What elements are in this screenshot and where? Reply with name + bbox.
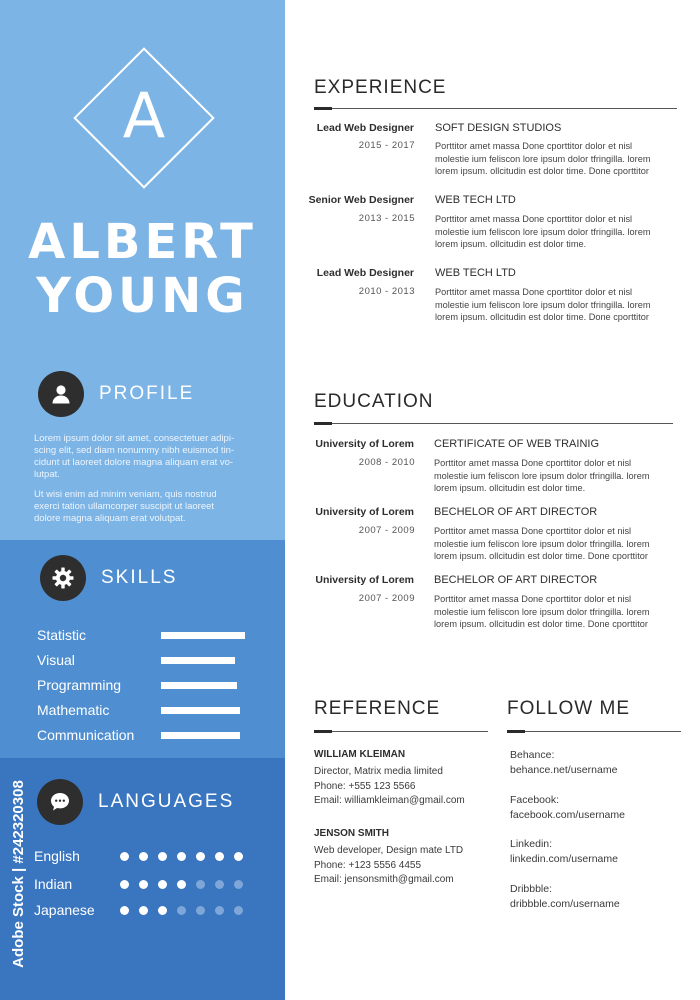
entry-description-line: lorem ipsum. ollcitudin est dolor time. (435, 239, 587, 249)
skill-row (0, 726, 285, 746)
language-dot-filled (158, 906, 167, 915)
entry-organization: CERTIFICATE OF WEB TRAINIG (434, 438, 600, 450)
entry-organization: BECHELOR OF ART DIRECTOR (434, 574, 598, 586)
speech-bubble-icon (37, 779, 83, 825)
language-dot-filled (177, 852, 186, 861)
skill-row (0, 626, 285, 646)
entry-description-line: lorem ipsum. ollcitudin est dolor time. Done cporttitor (434, 619, 648, 629)
entry-description (434, 457, 684, 495)
reference-role: Web developer, Design mate LTD (314, 845, 464, 856)
linkedin-link[interactable]: linkedin.com/username (510, 853, 618, 865)
profile-title: PROFILE (99, 383, 195, 404)
entry-description-line: lorem ipsum. ollcitudin est dolor time. (434, 483, 586, 493)
reference-rule (314, 731, 488, 732)
entry-years: 2007 - 2009 (358, 525, 415, 536)
entry-description-line: Porttitor amet massa Done cporttitor dolor et nisl (434, 458, 632, 468)
linkedin-label: Linkedin: (510, 838, 553, 850)
skills-title: SKILLS (101, 567, 178, 588)
entry-role: University of Lorem (315, 438, 414, 450)
entry-description (435, 213, 685, 251)
skill-bar (161, 682, 245, 689)
experience-title: EXPERIENCE (314, 77, 447, 98)
entry-years: 2015 - 2017 (358, 140, 415, 151)
monogram-logo (74, 48, 214, 188)
language-dot-empty (196, 906, 205, 915)
skill-bar-fill (161, 707, 240, 714)
follow-rule-accent (507, 730, 525, 733)
profile-line: scing elit, sed diam nonummy nibh euismod tin- (34, 445, 235, 456)
facebook-label: Facebook: (510, 794, 560, 806)
entry-description-line: molestie ium feliscon lore ipsum dolor tfringilla. lorem (434, 470, 650, 481)
follow-rule (507, 731, 681, 732)
dribbble-label: Dribbble: (510, 883, 553, 895)
entry-role: University of Lorem (315, 574, 414, 586)
stock-id-text: Adobe Stock | #242320308 (10, 780, 27, 968)
reference-name: JENSON SMITH (314, 828, 390, 839)
entry-organization: BECHELOR OF ART DIRECTOR (434, 506, 598, 518)
skill-bar (161, 632, 245, 639)
skill-row (0, 676, 285, 696)
reference-email: Email: williamkleiman@gmail.com (314, 795, 465, 806)
language-dot-filled (158, 852, 167, 861)
entry-description-line: molestie ium feliscon lore ipsum dolor tfringilla. lorem (435, 299, 651, 310)
user-icon (38, 371, 84, 417)
entry-description (434, 525, 684, 563)
language-row (0, 875, 285, 895)
entry-years: 2013 - 2015 (358, 213, 415, 224)
reference-email: Email: jensonsmith@gmail.com (314, 874, 454, 885)
language-dot-empty (215, 880, 224, 889)
reference-role: Director, Matrix media limited (314, 766, 443, 777)
profile-line: lutpat. (34, 469, 60, 480)
entry-description-line: lorem ipsum. ollcitudin est dolor time. Done cporttitor (435, 166, 649, 176)
language-dot-empty (234, 906, 243, 915)
reference-phone: Phone: +123 5556 4455 (314, 860, 422, 871)
language-row (0, 847, 285, 867)
entry-role: Lead Web Designer (316, 122, 414, 134)
skill-bar (161, 657, 245, 664)
language-dot-filled (177, 880, 186, 889)
languages-title: LANGUAGES (98, 791, 235, 812)
entry-description (435, 140, 685, 178)
skill-bar-fill (161, 682, 237, 689)
entry-description-line: Porttitor amet massa Done cporttitor dolor et nisl (434, 526, 632, 536)
language-dot-filled (139, 906, 148, 915)
education-rule (314, 423, 673, 424)
language-dot-filled (139, 852, 148, 861)
language-dot-empty (196, 880, 205, 889)
language-dot-filled (120, 906, 129, 915)
reference-rule-accent (314, 730, 332, 733)
entry-description (435, 286, 685, 324)
language-dot-filled (120, 880, 129, 889)
logo-letter: A (122, 79, 166, 152)
skill-label: Visual (37, 652, 75, 668)
skill-label: Programming (37, 677, 122, 693)
entry-organization: WEB TECH LTD (435, 267, 516, 279)
profile-line: exerci tation ullamcorper suscipit ut laoreet (34, 501, 215, 512)
profile-line: Lorem ipsum dolor sit amet, consectetuer adipi- (34, 433, 235, 444)
skill-label: Communication (37, 727, 135, 743)
profile-line: cidunt ut laoreet dolore magna aliquam erat vo- (34, 457, 234, 468)
entry-description-line: molestie ium feliscon lore ipsum dolor tfringilla. lorem (435, 153, 651, 164)
last-name: YOUNG (36, 268, 249, 324)
entry-years: 2007 - 2009 (358, 593, 415, 604)
reference-phone: Phone: +555 123 5566 (314, 781, 416, 792)
stock-watermark-id (4, 760, 26, 990)
experience-rule (314, 108, 677, 109)
entry-description-line: molestie ium feliscon lore ipsum dolor tfringilla. lorem (435, 226, 651, 237)
entry-organization: SOFT DESIGN STUDIOS (435, 122, 562, 134)
language-row (0, 901, 285, 921)
gear-icon (40, 555, 86, 601)
language-label: Japanese (34, 902, 95, 918)
entry-role: Senior Web Designer (308, 194, 414, 206)
education-title: EDUCATION (314, 391, 434, 412)
behance-link[interactable]: behance.net/username (510, 764, 618, 776)
profile-paragraph-2 (34, 489, 250, 525)
entry-years: 2010 - 2013 (358, 286, 415, 297)
language-dot-empty (215, 906, 224, 915)
entry-description-line: Porttitor amet massa Done cporttitor dolor et nisl (435, 141, 633, 151)
skill-bar (161, 732, 245, 739)
entry-description-line: Porttitor amet massa Done cporttitor dolor et nisl (434, 594, 632, 604)
skill-bar-fill (161, 657, 235, 664)
entry-description-line: molestie ium feliscon lore ipsum dolor tfringilla. lorem (434, 538, 650, 549)
behance-label: Behance: (510, 749, 555, 761)
language-dot-filled (120, 852, 129, 861)
reference-title: REFERENCE (314, 698, 441, 719)
entry-description-line: Porttitor amet massa Done cporttitor dolor et nisl (435, 214, 633, 224)
skill-row (0, 651, 285, 671)
language-dot-filled (158, 880, 167, 889)
entry-description (434, 593, 684, 631)
language-dot-filled (139, 880, 148, 889)
language-dot-filled (234, 852, 243, 861)
entry-description-line: Porttitor amet massa Done cporttitor dolor et nisl (435, 287, 633, 297)
language-dot-empty (177, 906, 186, 915)
dribbble-link[interactable]: dribbble.com/username (510, 898, 620, 910)
entry-organization: WEB TECH LTD (435, 194, 516, 206)
entry-description-line: molestie ium feliscon lore ipsum dolor tfringilla. lorem (434, 606, 650, 617)
skill-bar (161, 707, 245, 714)
skill-label: Mathematic (37, 702, 110, 718)
follow-title: FOLLOW ME (507, 698, 631, 719)
language-dot-filled (196, 852, 205, 861)
skill-row (0, 701, 285, 721)
entry-years: 2008 - 2010 (358, 457, 415, 468)
entry-description-line: lorem ipsum. ollcitudin est dolor time. Done cporttitor (434, 551, 648, 561)
entry-role: University of Lorem (315, 506, 414, 518)
profile-line: Ut wisi enim ad minim veniam, quis nostrud (34, 489, 217, 500)
sidebar (0, 0, 285, 1000)
facebook-link[interactable]: facebook.com/username (510, 809, 625, 821)
language-dot-filled (215, 852, 224, 861)
profile-line: dolore magna aliquam erat volutpat. (34, 513, 186, 524)
skill-bar-fill (161, 632, 245, 639)
language-label: Indian (34, 876, 73, 892)
profile-paragraph-1 (34, 433, 250, 481)
experience-rule-accent (314, 107, 332, 110)
entry-description-line: lorem ipsum. ollcitudin est dolor time. Done cporttitor (435, 312, 649, 322)
skill-bar-fill (161, 732, 240, 739)
language-label: English (34, 848, 80, 864)
entry-role: Lead Web Designer (316, 267, 414, 279)
first-name: ALBERT (28, 214, 257, 270)
reference-name: WILLIAM KLEIMAN (314, 749, 406, 760)
skill-label: Statistic (37, 627, 87, 643)
language-dot-empty (234, 880, 243, 889)
education-rule-accent (314, 422, 332, 425)
